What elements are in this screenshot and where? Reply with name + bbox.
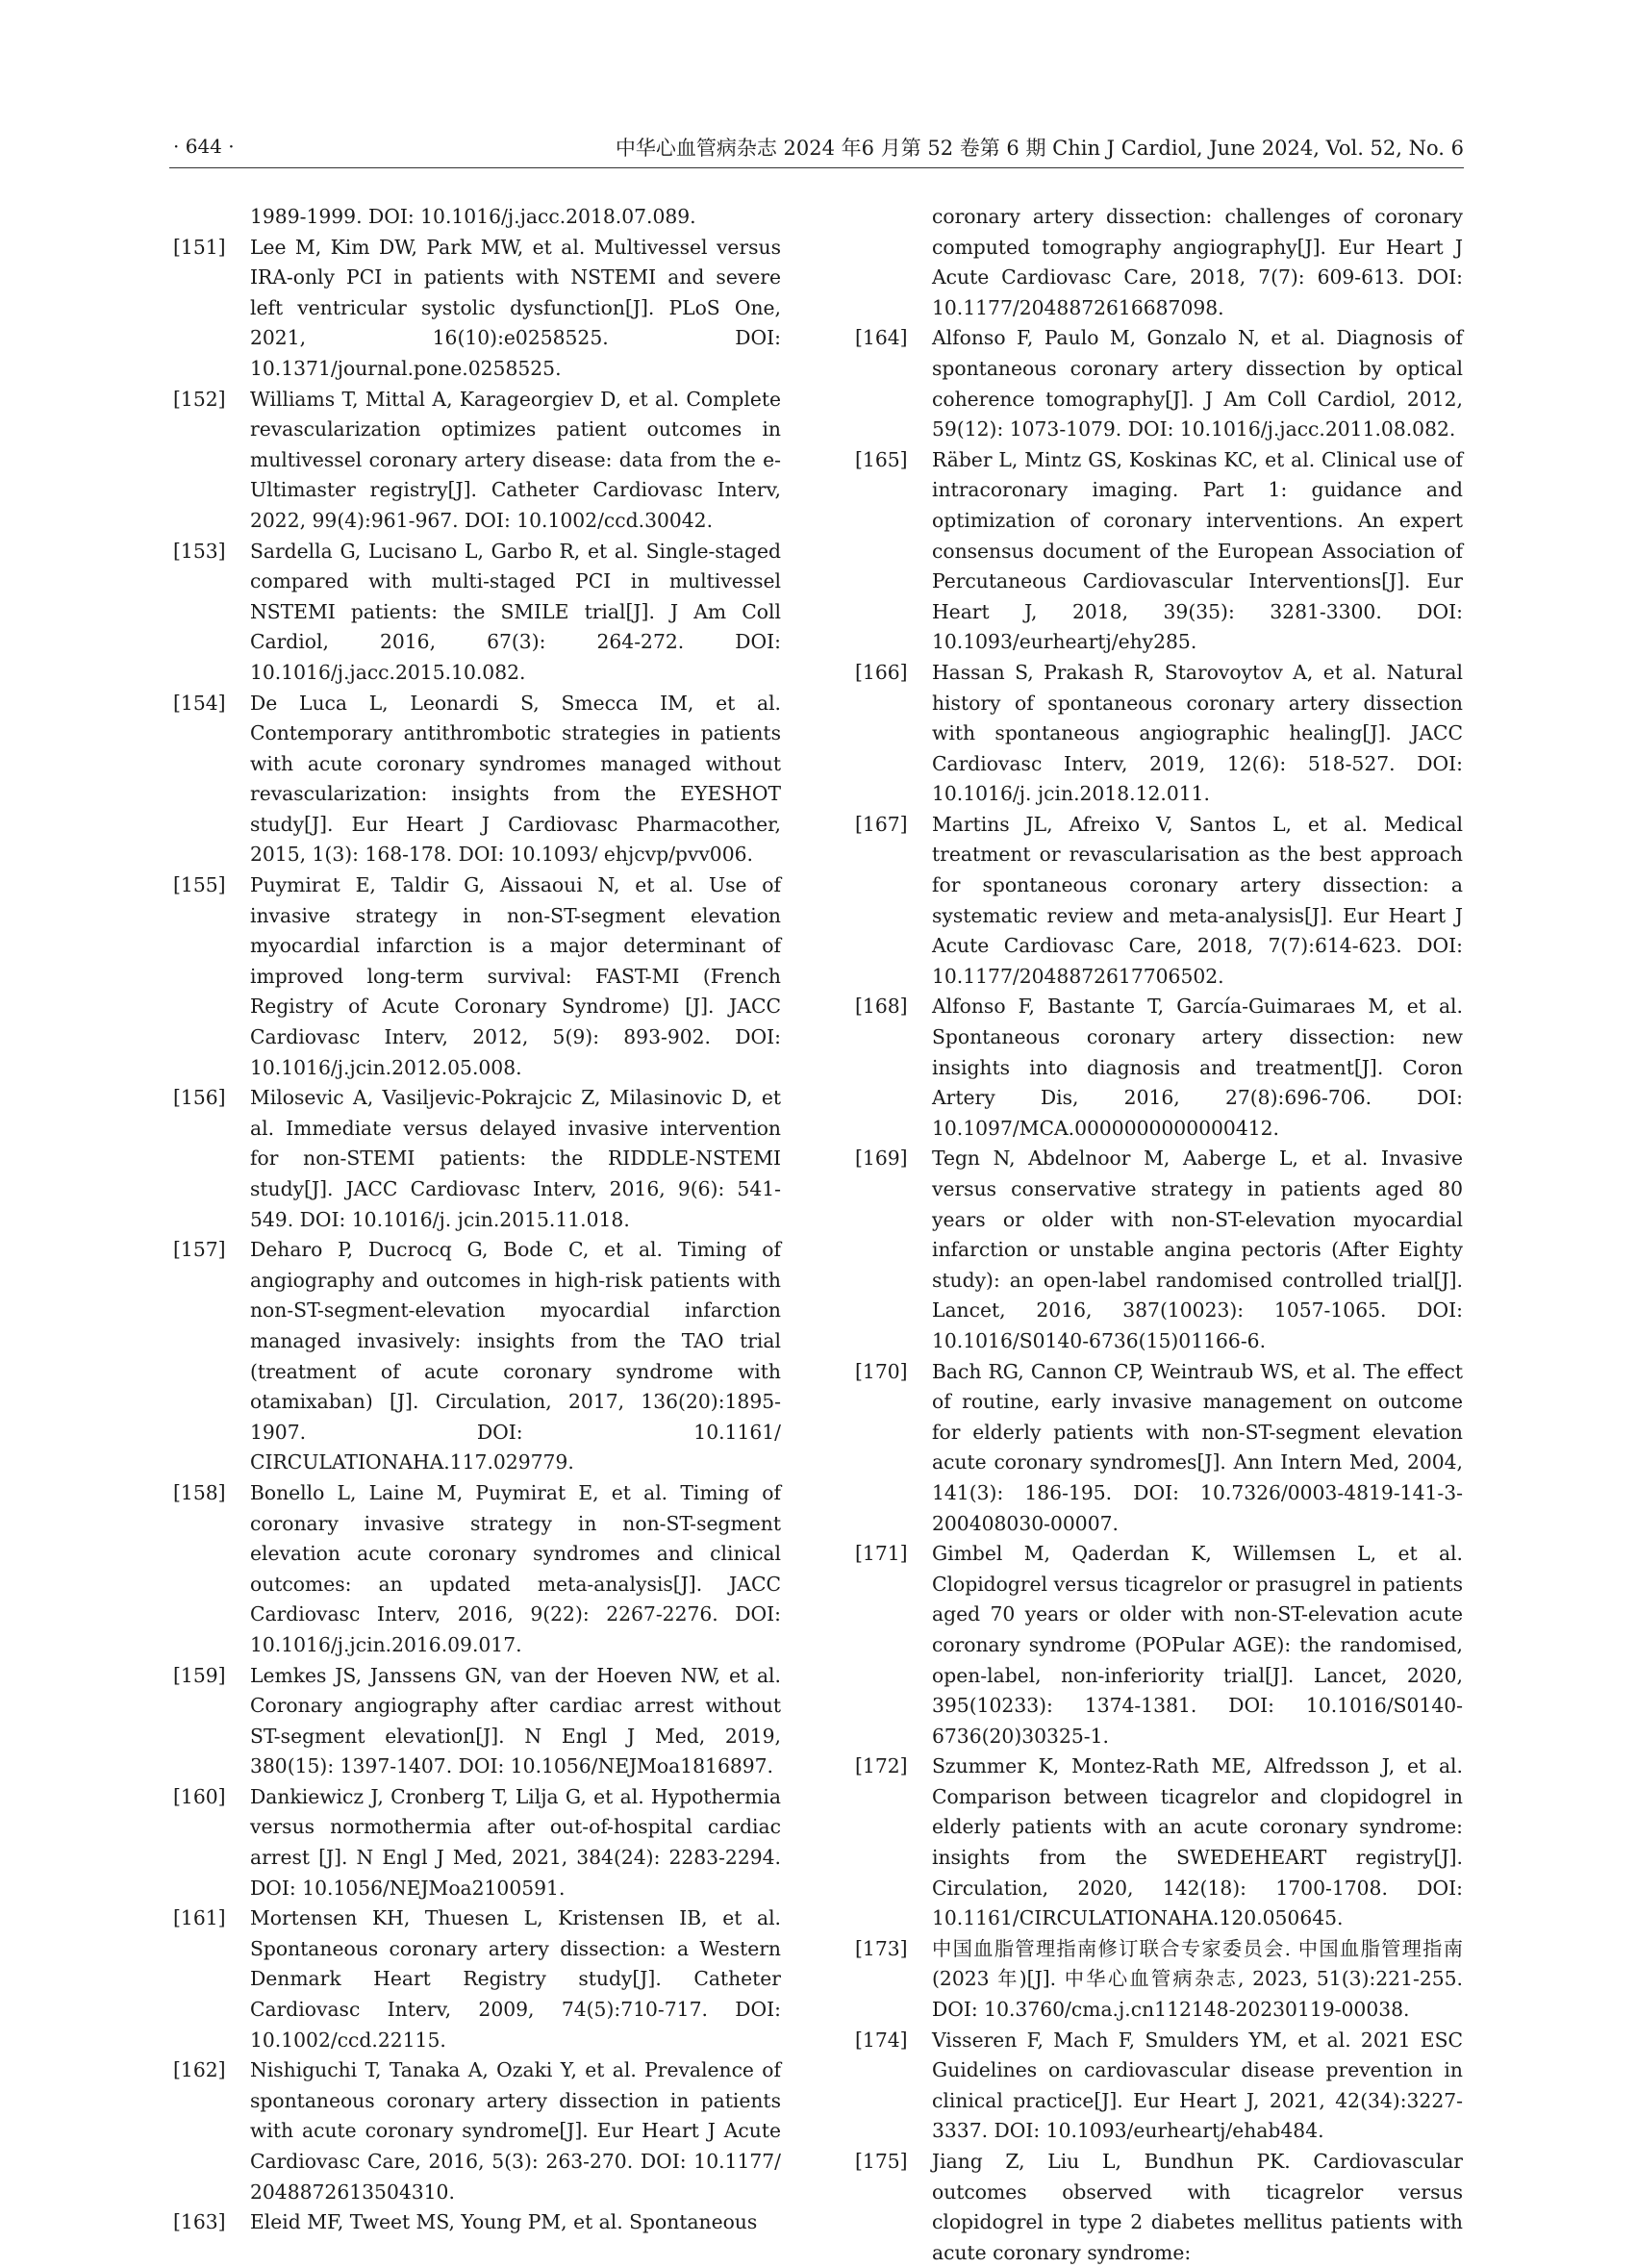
reference-entry <box>855 2026 1463 2147</box>
reference-entry <box>173 1782 781 1903</box>
reference-text: Puymirat E, Taldir G, Aissaoui N, et al. Use of invasive strategy in non-ST-segment elevation myocardial infarction is a major determinant of improved long-term survival: FAST-MI (French Registry of Acute Coronary Syndrome) [J]. JACC Cardiovasc Interv, 2012, 5(9): 893-902. DOI: 10.1016/j.jcin.2012.05.008. <box>250 873 781 1079</box>
reference-entry <box>855 2147 1463 2268</box>
reference-number: [158] <box>173 1480 226 1504</box>
reference-text: Milosevic A, Vasiljevic-Pokrajcic Z, Milasinovic D, et al. Immediate versus delayed invasive intervention for non-STEMI patients: the RIDDLE-NSTEMI study[J]. JACC Cardiovasc Interv, 2016, 9(6): 541-549. DOI: 10.1016/j. jcin.2015.11.018. <box>250 1086 781 1231</box>
reference-entry <box>855 1144 1463 1356</box>
reference-number: [162] <box>173 2058 226 2082</box>
reference-list <box>173 233 781 2238</box>
reference-number: [166] <box>855 660 908 684</box>
reference-text: Nishiguchi T, Tanaka A, Ozaki Y, et al. Prevalence of spontaneous coronary artery dissection in patients with acute coronary syndrome[J]. Eur Heart J Acute Cardiovasc Care, 2016, 5(3): 263-270. DOI: 10.1177/ 2048872613504310. <box>250 2058 781 2204</box>
reference-number: [159] <box>173 1663 226 1687</box>
left-reference-column <box>173 202 781 2238</box>
reference-number: [167] <box>855 812 908 836</box>
reference-entry <box>173 233 781 385</box>
reference-text: 中国血脂管理指南修订联合专家委员会. 中国血脂管理指南(2023 年)[J]. 中华心血管病杂志, 2023, 51(3):221-255. DOI: 10.3760/cma.j.cn112148-20230119-00038. <box>932 1936 1463 2022</box>
reference-number: [163] <box>173 2210 226 2234</box>
reference-number: [172] <box>855 1754 908 1778</box>
reference-number: [153] <box>173 539 226 563</box>
page-header <box>169 133 1464 168</box>
reference-text: Bonello L, Laine M, Puymirat E, et al. Timing of coronary invasive strategy in non-ST-segment elevation acute coronary syndromes and clinical outcomes: an updated meta-analysis[J]. JACC Cardiovasc Interv, 2016, 9(22): 2267-2276. DOI: 10.1016/j.jcin.2016.09.017. <box>250 1480 781 1656</box>
reference-text: Alfonso F, Bastante T, García-Guimaraes M, et al. Spontaneous coronary artery dissection: new insights into diagnosis and treatment[J]. Coron Artery Dis, 2016, 27(8):696-706. DOI: 10.1097/MCA.0000000000000412. <box>932 995 1463 1140</box>
reference-number: [154] <box>173 691 226 715</box>
reference-number: [161] <box>173 1906 226 1930</box>
reference-entry <box>173 385 781 537</box>
reference-number: [173] <box>855 1936 908 1960</box>
reference-entry <box>855 810 1463 993</box>
reference-text: Gimbel M, Qaderdan K, Willemsen L, et al. Clopidogrel versus ticagrelor or prasugrel in patients aged 70 years or older with non-ST-elevation acute coronary syndrome (POPular AGE): the randomised, open-label, non-inferiority trial[J]. Lancet, 2020, 395(10233): 1374-1381. DOI: 10.1016/S0140-6736(20)30325-1. <box>932 1542 1463 1748</box>
reference-text: Sardella G, Lucisano L, Garbo R, et al. Single-staged compared with multi-staged PCI in multivessel NSTEMI patients: the SMILE trial[J]. J Am Coll Cardiol, 2016, 67(3): 264-272. DOI: 10.1016/j.jacc.2015.10.082. <box>250 539 781 684</box>
reference-continuation: 1989-1999. DOI: 10.1016/j.jacc.2018.07.089. <box>250 205 696 228</box>
reference-number: [164] <box>855 326 908 350</box>
reference-number: [152] <box>173 387 226 411</box>
reference-entry <box>173 689 781 871</box>
reference-entry <box>173 870 781 1083</box>
reference-entry <box>173 1661 781 1782</box>
reference-text: Jiang Z, Liu L, Bundhun PK. Cardiovascular outcomes observed with ticagrelor versus clopidogrel in type 2 diabetes mellitus patients with acute coronary syndrome: <box>932 2150 1463 2264</box>
reference-text: Alfonso F, Paulo M, Gonzalo N, et al. Diagnosis of spontaneous coronary artery dissection by optical coherence tomography[J]. J Am Coll Cardiol, 2012, 59(12): 1073-1079. DOI: 10.1016/j.jacc.2011.08.082. <box>932 326 1463 441</box>
reference-text: Lemkes JS, Janssens GN, van der Hoeven NW, et al. Coronary angiography after cardiac arrest without ST-segment elevation[J]. N Engl J Med, 2019, 380(15): 1397-1407. DOI: 10.1056/NEJMoa1816897. <box>250 1663 781 1778</box>
reference-text: Lee M, Kim DW, Park MW, et al. Multivessel versus IRA-only PCI in patients with NSTEMI and severe left ventricular systolic dysfunction[J]. PLoS One, 2021, 16(10):e0258525. DOI: 10.1371/journal.pone.0258525. <box>250 235 781 380</box>
reference-number: [157] <box>173 1238 226 1262</box>
reference-text: Bach RG, Cannon CP, Weintraub WS, et al. The effect of routine, early invasive management on outcome for elderly patients with non-ST-segment elevation acute coronary syndromes[J]. Ann Intern Med, 2004, 141(3): 186-195. DOI: 10.7326/0003-4819-141-3-200408030-00007. <box>932 1359 1463 1535</box>
reference-number: [170] <box>855 1359 908 1383</box>
reference-number: [171] <box>855 1542 908 1566</box>
reference-entry <box>173 2207 781 2238</box>
reference-text: Eleid MF, Tweet MS, Young PM, et al. Spontaneous <box>250 2210 758 2234</box>
reference-text: Tegn N, Abdelnoor M, Aaberge L, et al. Invasive versus conservative strategy in patients aged 80 years or older with non-ST-elevation myocardial infarction or unstable angina pectoris (After Eighty study): an open-label randomised controlled trial[J]. Lancet, 2016, 387(10023): 1057-1065. DOI: 10.1016/S0140-6736(15)01166-6. <box>932 1147 1463 1352</box>
reference-number: [156] <box>173 1086 226 1110</box>
reference-text: Martins JL, Afreixo V, Santos L, et al. Medical treatment or revascularisation as the best approach for spontaneous coronary artery dissection: a systematic review and meta-analysis[J]. Eur Heart J Acute Cardiovasc Care, 2018, 7(7):614-623. DOI: 10.1177/2048872617706502. <box>932 812 1463 988</box>
right-reference-column <box>855 202 1463 2268</box>
reference-text: Deharo P, Ducrocq G, Bode C, et al. Timing of angiography and outcomes in high-risk patients with non-ST-segment-elevation myocardial infarction managed invasively: insights from the TAO trial (treatment of acute coronary syndrome with otamixaban) [J]. Circulation, 2017, 136(20):1895-1907. DOI: 10.1161/ CIRCULATIONAHA.117.029779. <box>250 1238 781 1474</box>
reference-number: [155] <box>173 873 226 897</box>
reference-number: [168] <box>855 995 908 1019</box>
reference-entry <box>173 1903 781 2055</box>
reference-text: Hassan S, Prakash R, Starovoytov A, et al. Natural history of spontaneous coronary artery dissection with spontaneous angiographic healing[J]. JACC Cardiovasc Interv, 2019, 12(6): 518-527. DOI: 10.1016/j. jcin.2018.12.011. <box>932 660 1463 806</box>
reference-entry <box>855 1934 1463 2026</box>
reference-entry <box>855 1357 1463 1540</box>
reference-number: [165] <box>855 447 908 471</box>
reference-entry <box>173 2055 781 2207</box>
reference-entry <box>855 1751 1463 1934</box>
reference-text: Räber L, Mintz GS, Koskinas KC, et al. Clinical use of intracoronary imaging. Part 1: guidance and optimization of coronary interventions. An expert consensus document of the European Association of Percutaneous Cardiovascular Interventions[J]. Eur Heart J, 2018, 39(35): 3281-3300. DOI: 10.1093/eurheartj/ehy285. <box>932 447 1463 654</box>
reference-entry <box>173 1478 781 1661</box>
reference-list <box>855 323 1463 2268</box>
reference-text: Dankiewicz J, Cronberg T, Lilja G, et al. Hypothermia versus normothermia after out-of-hospital cardiac arrest [J]. N Engl J Med, 2021, 384(24): 2283-2294. DOI: 10.1056/NEJMoa2100591. <box>250 1784 781 1900</box>
reference-entry <box>173 1235 781 1478</box>
reference-entry <box>855 1539 1463 1751</box>
reference-text: De Luca L, Leonardi S, Smecca IM, et al. Contemporary antithrombotic strategies in patients with acute coronary syndromes managed without revascularization: insights from the EYESHOT study[J]. Eur Heart J Cardiovasc Pharmacother, 2015, 1(3): 168-178. DOI: 10.1093/ ehjcvp/pvv006. <box>250 691 781 867</box>
reference-number: [174] <box>855 2028 908 2052</box>
reference-number: [175] <box>855 2150 908 2173</box>
reference-entry <box>173 1083 781 1235</box>
page-number: · 644 · <box>173 135 235 158</box>
reference-number: [160] <box>173 1784 226 1808</box>
reference-entry <box>173 537 781 689</box>
reference-continuation: coronary artery dissection: challenges of coronary computed tomography angiography[J]. Eur Heart J Acute Cardiovasc Care, 2018, 7(7): 609-613. DOI: 10.1177/2048872616687098. <box>932 205 1463 319</box>
reference-text: Williams T, Mittal A, Karageorgiev D, et al. Complete revascularization optimizes patient outcomes in multivessel coronary artery disease: data from the e-Ultimaster registry[J]. Catheter Cardiovasc Interv, 2022, 99(4):961-967. DOI: 10.1002/ccd.30042. <box>250 387 781 532</box>
reference-text: Mortensen KH, Thuesen L, Kristensen IB, et al. Spontaneous coronary artery dissection: a Western Denmark Heart Registry study[J]. Catheter Cardiovasc Interv, 2009, 74(5):710-717. DOI: 10.1002/ccd.22115. <box>250 1906 781 2052</box>
reference-entry <box>855 658 1463 810</box>
reference-number: [151] <box>173 235 226 259</box>
reference-entry <box>855 323 1463 444</box>
reference-number: [169] <box>855 1147 908 1171</box>
journal-running-title: 中华心血管病杂志 2024 年6 月第 52 卷第 6 期 Chin J Cardiol, June 2024, Vol. 52, No. 6 <box>615 137 1464 160</box>
reference-text: Szummer K, Montez-Rath ME, Alfredsson J, et al. Comparison between ticagrelor and clopidogrel in elderly patients with an acute coronary syndrome: insights from the SWEDEHEART registry[J]. Circulation, 2020, 142(18): 1700-1708. DOI: 10.1161/CIRCULATIONAHA.120.050645. <box>932 1754 1463 1930</box>
reference-entry <box>855 445 1463 658</box>
reference-text: Visseren F, Mach F, Smulders YM, et al. 2021 ESC Guidelines on cardiovascular disease prevention in clinical practice[J]. Eur Heart J, 2021, 42(34):3227-3337. DOI: 10.1093/eurheartj/ehab484. <box>932 2028 1463 2143</box>
reference-entry <box>855 992 1463 1144</box>
